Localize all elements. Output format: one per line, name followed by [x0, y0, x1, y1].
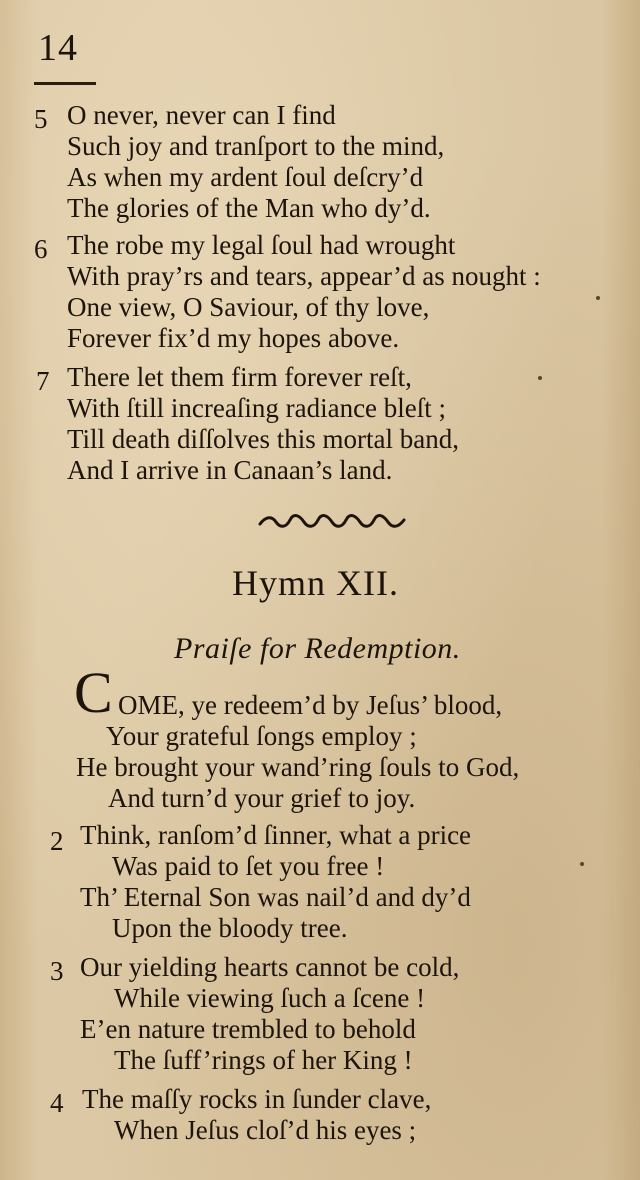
hymn-stanza-1-line-4: And turn’d your grief to joy. — [108, 783, 416, 813]
hymn-stanza-3-line-3: E’en nature trembled to behold — [80, 1014, 416, 1044]
stanza-5-line-3: As when my ardent ſoul deſcry’d — [67, 162, 424, 192]
stanza-5-line-2: Such joy and tranſport to the mind, — [67, 131, 445, 161]
hymn-stanza-3-line-4: The ſuff’rings of her King ! — [114, 1045, 413, 1075]
hymn-stanza-number-3: 3 — [50, 956, 64, 986]
stanza-7-line-1: There let them firm forever reſt, — [67, 362, 412, 392]
header-rule — [34, 82, 96, 85]
hymn-subtitle: Praiſe for Redemption. — [174, 632, 461, 665]
hymn-stanza-1-line-3: He brought your wand’ring ſouls to God, — [76, 752, 520, 782]
hymn-stanza-2-line-1: Think, ranſom’d ſinner, what a price — [80, 820, 472, 850]
paper-speck — [538, 376, 542, 380]
hymn-stanza-2-line-4: Upon the bloody tree. — [112, 913, 348, 943]
hymn-stanza-3-line-1: Our yielding hearts cannot be cold, — [80, 952, 460, 982]
hymn-stanza-number-2: 2 — [50, 826, 64, 856]
paper-speck — [596, 296, 600, 300]
stanza-number-7: 7 — [36, 366, 50, 396]
hymn-stanza-4-line-2: When Jeſus cloſ’d his eyes ; — [114, 1115, 417, 1145]
hymn-stanza-1-line-2: Your grateful ſongs employ ; — [106, 721, 417, 751]
stanza-number-5: 5 — [34, 104, 48, 134]
stanza-number-6: 6 — [34, 234, 48, 264]
stanza-6-line-3: One view, O Saviour, of thy love, — [67, 292, 430, 322]
stanza-7-line-3: Till death diſſolves this mortal band, — [67, 424, 459, 454]
stanza-6-line-4: Forever fix’d my hopes above. — [67, 323, 400, 353]
stanza-7-line-4: And I arrive in Canaan’s land. — [67, 455, 393, 485]
hymn-stanza-3-line-2: While viewing ſuch a ſcene ! — [114, 983, 426, 1013]
hymn-stanza-1-line-1: OME, ye redeem’d by Jeſus’ blood, — [118, 690, 503, 720]
paper-speck — [580, 862, 584, 866]
stanza-6-line-2: With pray’rs and tears, appear’d as nought : — [67, 261, 541, 291]
stanza-5-line-4: The glories of the Man who dy’d. — [67, 193, 431, 223]
page-number: 14 — [38, 27, 78, 69]
stanza-5-line-1: O never, never can I find — [67, 100, 336, 130]
ornament-divider — [258, 512, 408, 532]
drop-cap: C — [74, 660, 113, 725]
stanza-7-line-2: With ſtill increaſing radiance bleſt ; — [67, 393, 447, 423]
hymn-stanza-2-line-3: Th’ Eternal Son was nail’d and dy’d — [80, 882, 471, 912]
stanza-6-line-1: The robe my legal ſoul had wrought — [67, 230, 456, 260]
hymn-title: Hymn XII. — [232, 563, 399, 603]
hymn-stanza-2-line-2: Was paid to ſet you free ! — [112, 851, 385, 881]
hymn-stanza-4-line-1: The maſſy rocks in ſunder clave, — [82, 1084, 432, 1114]
hymn-stanza-number-4: 4 — [50, 1088, 64, 1118]
